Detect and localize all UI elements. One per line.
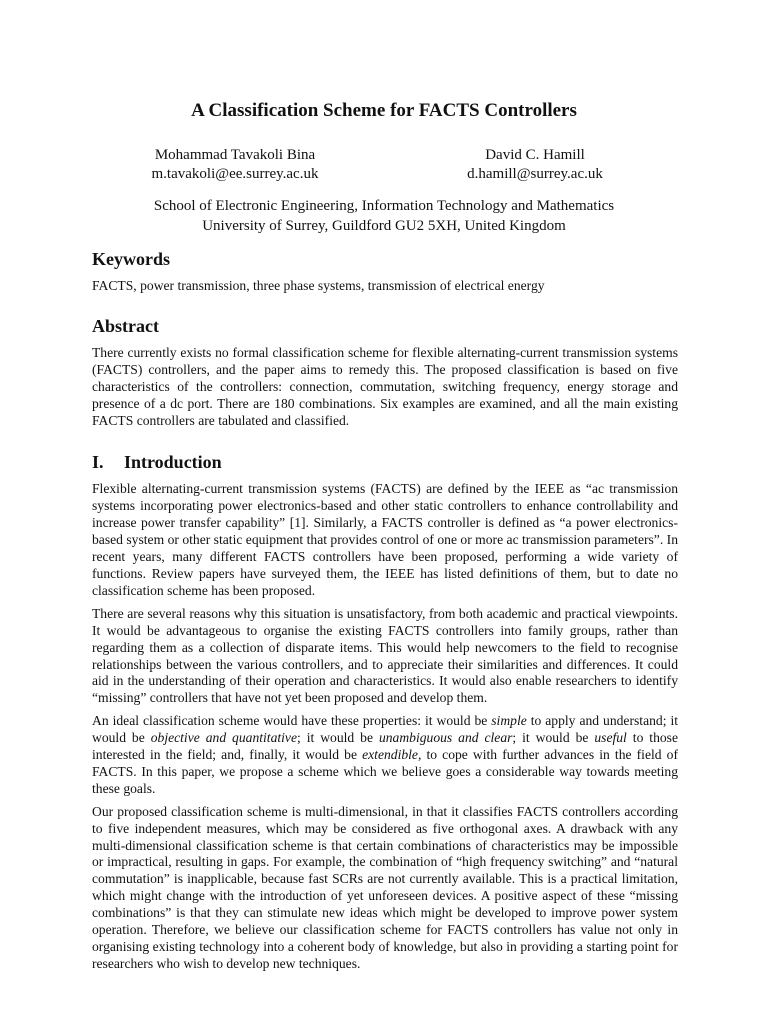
introduction-heading [92,451,678,473]
emphasis-simple: simple [491,713,527,729]
introduction-section [92,451,678,972]
abstract-heading: Abstract [92,315,159,336]
emphasis-unambiguous: unambiguous and clear [378,730,513,746]
author-2 [420,146,650,184]
affiliation-line-1: School of Electronic Engineering, Information Technology and Mathematics [153,198,615,214]
emphasis-objective: objective and quantitative [150,730,297,746]
section-title: Introduction [124,452,222,473]
intro-paragraph-3 [92,713,678,798]
paper-body [92,248,678,973]
text-run: An ideal classification scheme would have these properties: it would be [92,713,492,729]
author-name: Mohammad Tavakoli Bina [154,147,316,163]
author-email: m.tavakoli@ee.surrey.ac.uk [151,166,319,182]
author-email: d.hamill@surrey.ac.uk [467,166,603,182]
affiliation-line-2: University of Surrey, Guildford GU2 5XH, United Kingdom [202,217,566,234]
section-number: I. [92,452,104,473]
author-1 [120,146,350,184]
abstract-text: There currently exists no formal classification scheme for flexible alternating-current transmission systems (FACTS) controllers, and the paper aims to remedy this. The proposed classification is based on five characteristics of the controllers: connection, commutation, switching frequency, energy storage and presence of a dc port. There are 180 combinations. Six examples are examined, and all the main existing FACTS controllers are tabulated and classified. [92,344,678,428]
intro-paragraph-2: There are several reasons why this situation is unsatisfactory, from both academic and practical viewpoints. It would be advantageous to organise the existing FACTS controllers into family groups, rather than regarding them as a collection of disparate items. This would help newcomers to the field to recognise relationships between the various controllers, and to appreciate their similarities and differences. It could aid in the understanding of their operation and characteristics. It would also enable researchers to identify “missing” controllers that have not yet been proposed and develop them. [92,605,678,706]
keywords-heading: Keywords [92,249,170,269]
keywords-section [92,248,678,295]
paper-title: A Classification Scheme for FACTS Controllers [191,100,577,121]
text-run: ; it would be [297,730,379,746]
text-run: to apply and understand; it would be [92,713,678,746]
author-name: David C. Hamill [485,147,585,163]
text-run: ; it would be [512,730,595,746]
intro-paragraph-1: Flexible alternating-current transmission systems (FACTS) are defined by the IEEE as “ac transmission systems incorporating power electronics-based and other static controllers to enhance controllability and increase power transfer capability” [1]. Similarly, a FACTS controller is defined as “a power electronics-based system or other static equipment that provides control of one or more ac transmission parameters”. In recent years, many different FACTS controllers have been proposed, performing a wide variety of functions. Review papers have surveyed them, the IEEE has listed definitions of them, but to date no classification scheme has been proposed. [92,481,678,598]
intro-paragraph-4: Our proposed classification scheme is multi-dimensional, in that it classifies FACTS controllers according to five independent measures, which may be considered as five orthogonal axes. A drawback with any multi-dimensional classification scheme is that certain combinations of characteristics may be impossible or impractical, resulting in gaps. For example, the combination of “high frequency switching” and “natural commutation” is inapplicable, because fast SCRs are not currently available. This is a practical limitation, which might change with the introduction of yet unforeseen devices. A positive aspect of these “missing combinations” is that they can stimulate new ideas which might be developed to improve power system operation. Therefore, we believe our classification scheme for FACTS controllers has value not only in organising existing technology into a coherent body of knowledge, but also in providing a starting point for researchers who wish to develop new techniques. [92,803,678,971]
abstract-section [92,315,678,430]
emphasis-useful: useful [594,730,627,746]
emphasis-extendible: extendible [362,747,418,763]
text-run: to those interested in the field; and, finally, it would be [92,730,679,763]
text-run: , to cope with further advances in the field of FACTS. In this paper, we propose a scheme which we believe goes a considerable way towards meeting these goals. [92,747,678,796]
keywords-text: FACTS, power transmission, three phase systems, transmission of electrical energy [92,278,545,293]
affiliation [0,197,768,236]
